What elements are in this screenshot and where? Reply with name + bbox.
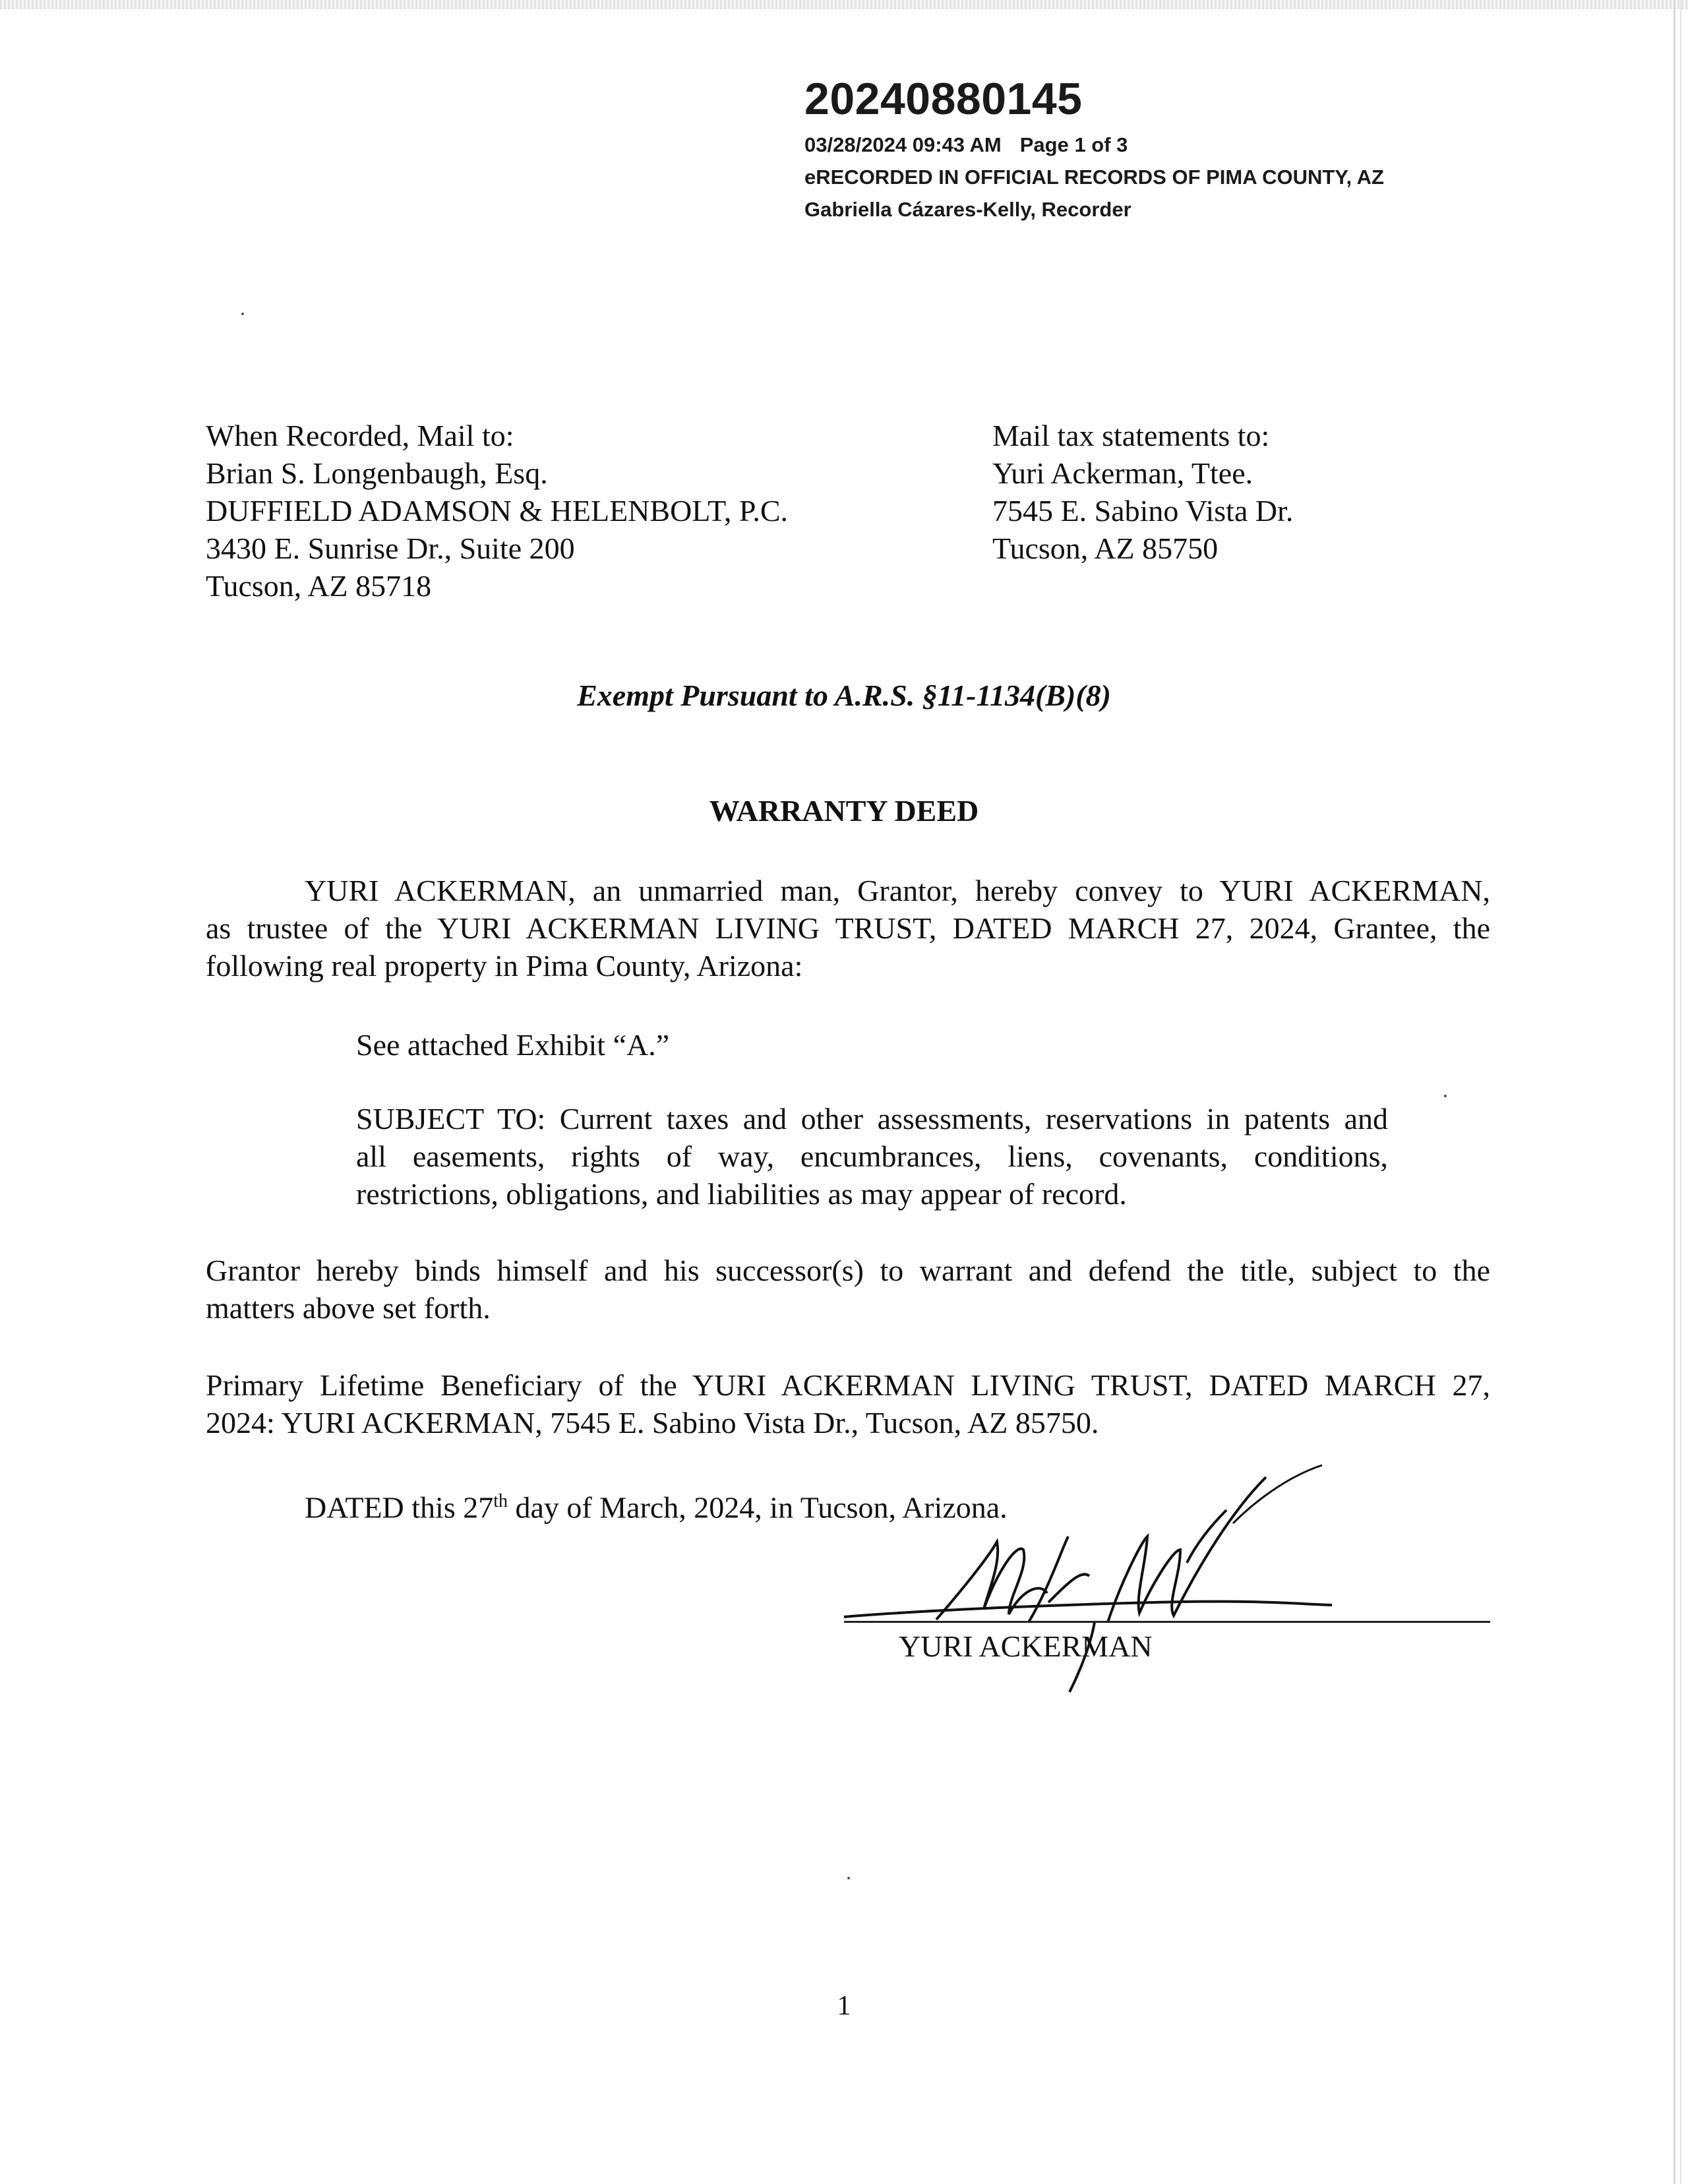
- conveyance-line: as trustee of the YURI ACKERMAN LIVING TRUST, DATED MARCH 27, 2024, Grantee, the: [206, 911, 1490, 945]
- signature-line: [844, 1621, 1490, 1623]
- scan-edge-right: [1673, 0, 1675, 2184]
- beneficiary-paragraph: [206, 1366, 1490, 1441]
- dated-rest: day of March, 2024, in Tucson, Arizona.: [508, 1490, 1008, 1525]
- tax-statements-street: 7545 E. Sabino Vista Dr.: [992, 494, 1294, 528]
- recording-datetime: 03/28/2024 09:43 AM: [804, 133, 1002, 156]
- scan-speck: [1444, 1095, 1447, 1097]
- recording-stamp: [804, 69, 1384, 226]
- warranty-line: Grantor hereby binds himself and his successor(s) to warrant and defend the title, subject to the: [206, 1254, 1490, 1287]
- document-number: 20240880145: [804, 74, 1083, 124]
- mail-to-heading: When Recorded, Mail to:: [206, 419, 514, 452]
- scan-speck: [847, 1877, 850, 1879]
- tax-statements-name: Yuri Ackerman, Ttee.: [992, 456, 1253, 490]
- tax-statements-block: [992, 417, 1293, 567]
- page-number: 1: [837, 1991, 851, 2021]
- recorder-name: Gabriella Cázares-Kelly, Recorder: [804, 198, 1131, 221]
- mail-to-city: Tucson, AZ 85718: [206, 569, 432, 603]
- handwritten-signature: [831, 1464, 1358, 1708]
- beneficiary-line: Primary Lifetime Beneficiary of the YURI ACKERMAN LIVING TRUST, DATED MARCH 27,: [206, 1368, 1490, 1402]
- exemption-statement: Exempt Pursuant to A.R.S. §11-1134(B)(8): [577, 679, 1111, 712]
- document-title: WARRANTY DEED: [709, 794, 979, 828]
- dated-prefix: DATED this 27: [305, 1490, 494, 1525]
- mail-to-firm: DUFFIELD ADAMSON & HELENBOLT, P.C.: [206, 494, 789, 528]
- dated-ordinal: th: [493, 1491, 508, 1511]
- scan-speck: [241, 313, 244, 315]
- conveyance-paragraph: [206, 872, 1490, 985]
- conveyance-line: YURI ACKERMAN, an unmarried man, Grantor, hereby convey to YURI ACKERMAN,: [305, 874, 1490, 907]
- subject-to-line: all easements, rights of way, encumbrances, liens, covenants, conditions,: [356, 1139, 1388, 1173]
- recorded-in: eRECORDED IN OFFICIAL RECORDS OF PIMA COUNTY, AZ: [804, 166, 1384, 189]
- warranty-paragraph: [206, 1252, 1490, 1327]
- mail-to-block: [206, 417, 788, 605]
- tax-statements-city: Tucson, AZ 85750: [992, 531, 1219, 565]
- mail-to-street: 3430 E. Sunrise Dr., Suite 200: [206, 531, 575, 565]
- page-info: Page 1 of 3: [1019, 133, 1128, 156]
- conveyance-line: following real property in Pima County, Arizona:: [206, 949, 803, 983]
- tax-statements-heading: Mail tax statements to:: [992, 419, 1270, 452]
- subject-to-line: restrictions, obligations, and liabilities as may appear of record.: [356, 1177, 1127, 1211]
- recording-datetime-line: [804, 129, 1384, 161]
- scan-edge-right-faint: [1680, 0, 1681, 2184]
- warranty-line: matters above set forth.: [206, 1291, 491, 1325]
- mail-to-name: Brian S. Longenbaugh, Esq.: [206, 456, 548, 490]
- scan-edge-top: [0, 0, 1688, 9]
- subject-to-line: SUBJECT TO: Current taxes and other assessments, reservations in patents and: [356, 1102, 1388, 1136]
- beneficiary-line: 2024: YURI ACKERMAN, 7545 E. Sabino Vista Dr., Tucson, AZ 85750.: [206, 1406, 1099, 1440]
- exhibit-reference: See attached Exhibit “A.”: [356, 1028, 670, 1062]
- subject-to-paragraph: [356, 1100, 1388, 1213]
- signatory-name: YURI ACKERMAN: [899, 1629, 1153, 1663]
